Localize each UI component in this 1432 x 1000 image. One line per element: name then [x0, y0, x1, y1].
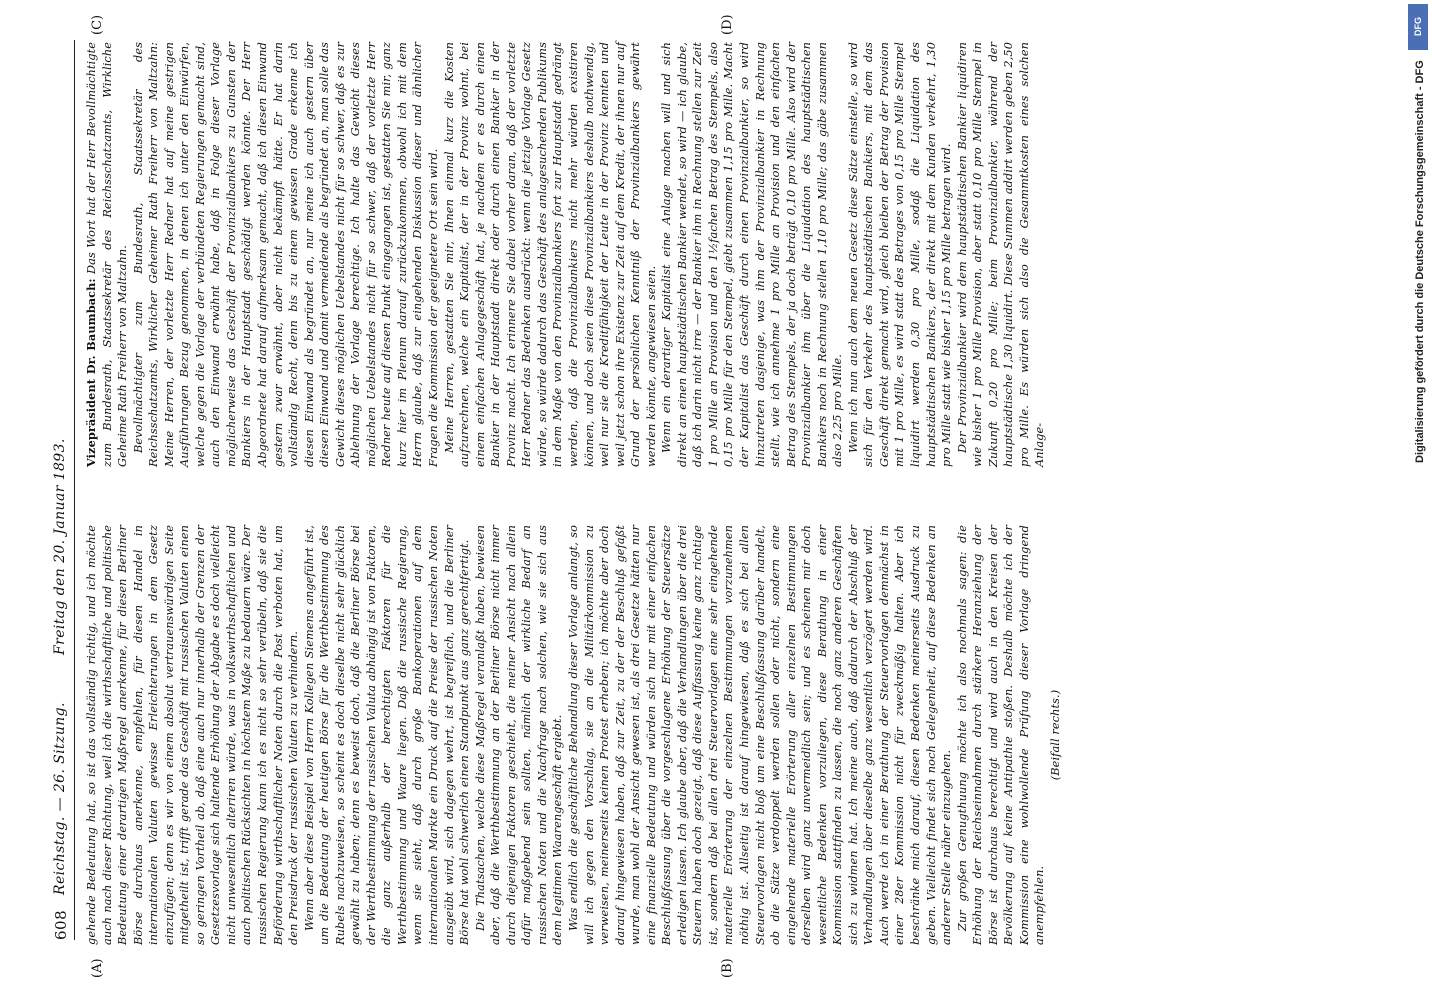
- right-paragraph: Meine Herren, gestatten Sie mir, Ihnen einmal kurz die Kosten aufzurechnen, welche ein Kapitalist, der in der Provinz wohnt, bei einem einfachen Anlagegeschäft hat, je nachdem er es durch einen Bankier in der Hauptstadt direkt oder durch einen Bankier in der Provinz macht. Ich erinnere Sie dabei vorher daran, daß der vorletzte Herr Redner das Bedenken ausdrückt: wenn die jetzige Vorlage Gesetz würde, so würde dadurch das Geschäft des anlagesuchenden Publikums in dem Maße von den Provinzialbankiers fort zur Hauptstadt gedrängt werden, daß die Provinzialbankiers nicht mehr würden existiren können, und doch seien diese Provinzialbankiers deshalb nothwendig, weil nur sie die Kreditfähigkeit der Leute in der Provinz kennten und weil jetzt schon ihre Existenz zur Zeit auf dem Kredit, der ihnen nur auf Grund der persönlichen Kenntniß der Provinzialbankiers gewährt werden könnte, angewiesen seien.: [442, 42, 658, 467]
- left-paragraph: Wenn aber diese Beispiel von Herrn Kollegen Siemens angeführt ist, um die Bedeutung der heutigen Börse für die Werthbestimmung des Rubels nachzuweisen, so scheint es doch dieselbe nicht sehr glücklich gewählt zu haben; denn es beweist doch, daß die Berliner Börse bei der Werthbestimmung der russischen Valuta abhängig ist von Faktoren, die ganz außerhalb der berechtigten Faktoren für die Werthbestimmung und Waare liegen. Daß die russische Regierung, wenn sie sieht, daß durch große Bankoperationen auf dem internationalen Markte ein Druck auf die Preise der russischen Noten ausgeübt wird, sich dagegen wehrt, ist begreiflich, und die Berliner Börse hat wohl schwerlich einen Standpunkt aus ganz gerechtfertigt.: [302, 525, 472, 945]
- header-rule: [74, 40, 75, 940]
- right-paragraph: Wenn ein derartiger Kapitalist eine Anlage machen will und sich direkt an einen hauptstädtischen Bankier wendet, so wird — ich glaube, daß ich darin nicht irre — der Bankier ihm in Rechnung stellen zur Zeit 1 pro Mille an Provision und den 1½fachen Betrag des Stempels, also 0,15 pro Mille für den Stempel, giebt zusammen 1,15 pro Mille. Macht der Kapitalist das Geschäft durch einen Provinzialbankier, so wird hinzutreten dasjenige, was ihm der Provinzialbankier in Rechnung stellt, wie ich annehme 1 pro Mille an Provision und den einfachen Betrag des Stempels, der ja doch beträgt 0,10 pro Mille. Also wird der Provinzialbankier ihm über die Liquidation des hauptstädtischen Bankiers noch in Rechnung stellen 1,10 pro Mille; das gäbe zusammen also 2,25 pro Mille.: [660, 42, 845, 467]
- running-head-left: Reichstag. — 26. Sitzung.: [52, 702, 68, 895]
- dfg-logo: DFG: [1408, 4, 1428, 50]
- left-paragraph: gehende Bedeutung hat, so ist das vollständig richtig, und ich möchte auch nach dieser Richtung, weil ich die wirthschaftliche und politische Bedeutung einer derartigen Maßregel anerkenne, für diesen Berliner Börse durchaus anerkenne, empfehlen, für diesen Handel in internationalen Valuten gewisse Erleichterungen in dem Gesetz einzufügen; denn es wir von einem absolut vertrauenswürdigen Seite mitgetheilt ist, trifft gerade das Geschäft mit russischen Valuten einen so geringen Vortheil ab, daß eine auch nur innerhalb der Grenzen der Gesetzesvorlage sich haltende Erhöhung der Abgabe es doch vielleicht nicht unwesentlich alteriren würde, was in volkswirthschaftlichen und auch politischen Rücksichten in höchstem Maße zu bedauern wäre. Der russischen Regierung kann ich es nicht so sehr verübeln, daß sie die Beförderung wirthschaftlicher Noten durch die Post verboten hat, um den Preisdruck der russischen Valuten zu verhindern.: [85, 525, 301, 945]
- right-paragraph: Wenn ich nun auch dem neuen Gesetz diese Sätze einstelle, so wird sich für den Verkehr des hauptstädtischen Bankiers, mit dem das Geschäft direkt gemacht wird, gleich bleiben der Betrag der Provision mit 1 pro Mille, es wird statt des Betrages von 0,15 pro Mille Stempel liquidirt werden 0,30 pro Mille, sodaß die Liquidation des hauptstädtischen Bankiers, der direkt mit dem Kunden verkehrt, 1,30 pro Mille statt wie bisher 1,15 pro Mille betragen wird.: [846, 42, 954, 467]
- marginal-letter-a: (A): [90, 958, 105, 978]
- speaker-intro-paragraph: [84, 42, 131, 467]
- marginal-letter-c: (C): [90, 14, 105, 35]
- dfg-credit-text: Digitalisierung gefördert durch die Deutsche Forschungsgemeinschaft - DFG: [1414, 60, 1426, 463]
- dfg-sidebar: [1398, 0, 1432, 1000]
- right-paragraph: Der Provinzialbankier wird dem hauptstädtischen Bankier liquidiren wie bisher 1 pro Mille Provision, aber statt 0,10 pro Mille Stempel in Zukunft 0,20 pro Mille; beim Provinzialbankier, während der hauptstädtische 1,30 liquidirt. Diese Summen addirt werden geben 2,50 pro Mille. Es würden sich also die Gesammtkosten eines solchen Anlage-: [955, 42, 1047, 467]
- left-paragraph: Die Thatsachen, welche diese Maßregel veranlaßt haben, bewiesen aber, daß die Werthbestimmung an der Berliner Börse nicht immer durch diejenigen Faktoren geschieht, die meiner Ansicht nach allein dafür maßgebend sein sollten, nämlich der wirkliche Bedarf an russischen Noten und die Nachfrage nach solchen, wie sie sich aus dem legitimen Waarengeschäft ergiebt.: [473, 525, 565, 945]
- left-paragraph: Was endlich die geschäftliche Behandlung dieser Vorlage anlangt, so will ich gegen den Vorschlag, sie an die Militärkommission zu verweisen, meinerseits keinen Protest erheben; ich möchte aber doch darauf hingewiesen haben, daß zur Zeit, zu der der Beschluß gefaßt wurde, man wohl der Ansicht gewesen ist, als drei Gesetze hätten nur eine finanzielle Bedeutung und würden sich nur mit einer einfachen Beschlußfassung über die vorgeschlagene Erhöhung der Steuersätze erledigen lassen. Ich glaube aber, daß die Verhandlungen über die drei Steuern haben doch gezeigt, daß diese Auffassung keine ganz richtige ist, sondern daß bei allen drei Steuervorlagen eine sehr eingehende materielle Erörterung der einzelnen Bestimmungen vorzunehmen nöthig ist. Allseitig ist darauf hingewiesen, daß es sich bei allen Steuervorlagen nicht bloß um eine Beschlußfassung darüber handelt, ob die Sätze verdoppelt werden sollen oder nicht, sondern eine eingehende materielle Erörterung aller einzelnen Bestimmungen derselben wird ganz unvermeidlich sein; und es scheinen mir doch wesentliche Bedenken vorzuliegen, diese Berathung in einer Kommission stattfinden zu lassen, die noch ganz anderen Geschäften sich zu widmen hat. Ich meine auch, daß dadurch der Abschluß der Verhandlungen über dieselbe ganz wesentlich verzögert werden wird. Auch werde ich in einer Berathung der Steuervorlagen demnächst in einer 28er Kommission nicht für zweckmäßig halten. Aber ich beschränke mich darauf, diesen Bedenken meinerseits Ausdruck zu geben. Vielleicht findet sich noch Gelegenheit, auf diese Bedenken an anderer Stelle näher einzugehen.: [566, 525, 954, 945]
- running-head-date: Freitag den 20. Januar 1893.: [52, 438, 68, 655]
- speaker-intro-text: Das Wort hat der Herr Bevollmächtigte zum Bundesrath, Staatssekretär des Reichsschatzamts, Wirkliche Geheime Rath Freiherr von Maltzahn.: [85, 42, 130, 467]
- page-number: 608: [52, 909, 70, 940]
- applause-note: (Beifall rechts.): [1048, 689, 1062, 781]
- marginal-letter-b: (B): [720, 958, 735, 978]
- left-paragraph: Zur großen Genugthuung möchte ich also nochmals sagen: die Erhöhung der Reichseinnahmen durch stärkere Heranziehung der Börse ist durchaus berechtigt und wird auch in den Kreisen der Bevölkerung auf keine Antipathie stoßen. Deshalb möchte ich der Kommission eine wohlwollende Prüfung dieser Vorlage dringend anempfehlen.: [955, 525, 1047, 945]
- left-text-column: [84, 525, 1284, 945]
- right-paragraph: Bevollmächtigter zum Bundesrath, Staatssekretär des Reichsschatzamts, Wirklicher Geheimer Rath Freiherr von Maltzahn: Meine Herren, der vorletzte Herr Redner hat auf meine gestrigen Ausführungen Bezug genommen, in denen ich unter den Einwürfen, welche gegen die Vorlage der verbündeten Regierungen gemacht sind, auch den Einwand erwähnt habe, daß in Folge dieser Vorlage möglicherweise das Geschäft der Provinzialbankiers zu Gunsten der Bankiers in der Hauptstadt geschädigt werden könnte. Der Herr Abgeordnete hat darauf aufmerksam gemacht, daß ich diesen Einwand gestern zwar erwähnt, aber nicht bekämpft hätte. Er hat darin vollständig Recht, denn bis zu einem gewissen Grade erkenne ich diesen Einwand als begründet an, nur meine ich auch gestern über diesen Einwand und damit vermeidende als begründet an, man solle das Gewicht dieses möglichen Uebelstandes nicht für so schwer, daß es zur Ablehnung der Vorlage berechtige. Ich halte das Gewicht dieses möglichen Uebelstandes nicht für so schwer, daß der vorletzte Herr Redner heute auf diesen Punkt eingegangen ist, gestatten Sie mir, ganz kurz hier im Plenum darauf zurückzukommen, obwohl ich mit dem Herrn glaube, daß zur eingehenden Diskussion dieser und ähnlicher Fragen die Kommission der geeignetere Ort sein wird.: [131, 42, 441, 467]
- vice-president-label: Vizepräsident Dr. Baumbach:: [84, 278, 98, 467]
- marginal-letter-d: (D): [720, 14, 735, 35]
- right-text-column: [84, 42, 1304, 467]
